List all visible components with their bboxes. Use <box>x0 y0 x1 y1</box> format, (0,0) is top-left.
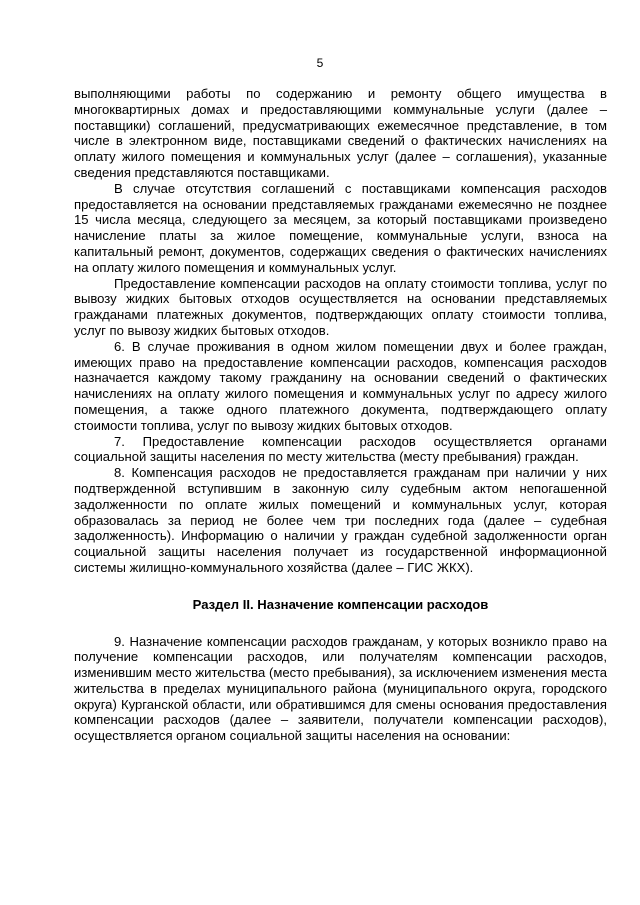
paragraph-item-7: 7. Предоставление компенсации расходов осуществляется органами социальной защиты населения по месту жительства (месту пребывания) граждан. <box>74 433 607 465</box>
paragraph-fuel-compensation: Предоставление компенсации расходов на оплату стоимости топлива, услуг по вывозу жидких бытовых отходов осуществляется на основании представляемых гражданами платежных документов, подтверждающих оплату стоимости топлива, услуг по вывозу жидких бытовых отходов. <box>74 275 607 338</box>
paragraph-item-9: 9. Назначение компенсации расходов гражданам, у которых возникло право на получение компенсации расходов, или получателям компенсации расходов, изменившим место жительства (место пребывания), за исключением изменения места жительства в пределах муниципального района (муниципального округа, городского округа) Курганской области, или обратившимся для смены основания предоставления компенсации расходов (далее – заявители, получатели компенсации расходов), осуществляется органом социальной защиты населения на основании: <box>74 633 607 744</box>
paragraph-no-agreements: В случае отсутствия соглашений с поставщиками компенсация расходов предоставляется на основании представляемых гражданами ежемесячно не позднее 15 числа месяца, следующего за месяцем, за который поставщиками произведено начисление платы за жилое помещение, коммунальные услуги, взноса на капитальный ремонт, документов, содержащих сведения о фактических начислениях на оплату жилого помещения и коммунальных услуг. <box>74 180 607 275</box>
document-body <box>74 86 607 744</box>
paragraph-item-6: 6. В случае проживания в одном жилом помещении двух и более граждан, имеющих право на предоставление компенсации расходов, компенсация расходов назначается каждому такому гражданину на основании сведений о фактических начислениях на оплату жилого помещения и коммунальных услуг по адресу жилого помещения, а также одного платежного документа, подтверждающего оплату стоимости топлива, услуг по вывозу жидких бытовых отходов. <box>74 338 607 433</box>
paragraph-continuation: выполняющими работы по содержанию и ремонту общего имущества в многоквартирных домах и предоставляющими коммунальные услуги (далее – поставщики) соглашений, предусматривающих ежемесячное представление, в том числе в электронном виде, поставщиками сведений о фактических начислениях на оплату жилого помещения и коммунальных услуг (далее – соглашения), указанные сведения представляются поставщиками. <box>74 86 607 180</box>
paragraph-item-8: 8. Компенсация расходов не предоставляется гражданам при наличии у них подтвержденной вступившим в законную силу судебным актом непогашенной задолженности по оплате жилых помещений и коммунальных услуг, которая образовалась за период не более чем три последних года (далее – судебная задолженность). Информацию о наличии у граждан судебной задолженности орган социальной защиты населения получает из государственной информационной системы жилищно-коммунального хозяйства (далее – ГИС ЖКХ). <box>74 465 607 575</box>
page-number: 5 <box>316 56 324 70</box>
section-heading: Раздел II. Назначение компенсации расходов <box>192 596 489 612</box>
